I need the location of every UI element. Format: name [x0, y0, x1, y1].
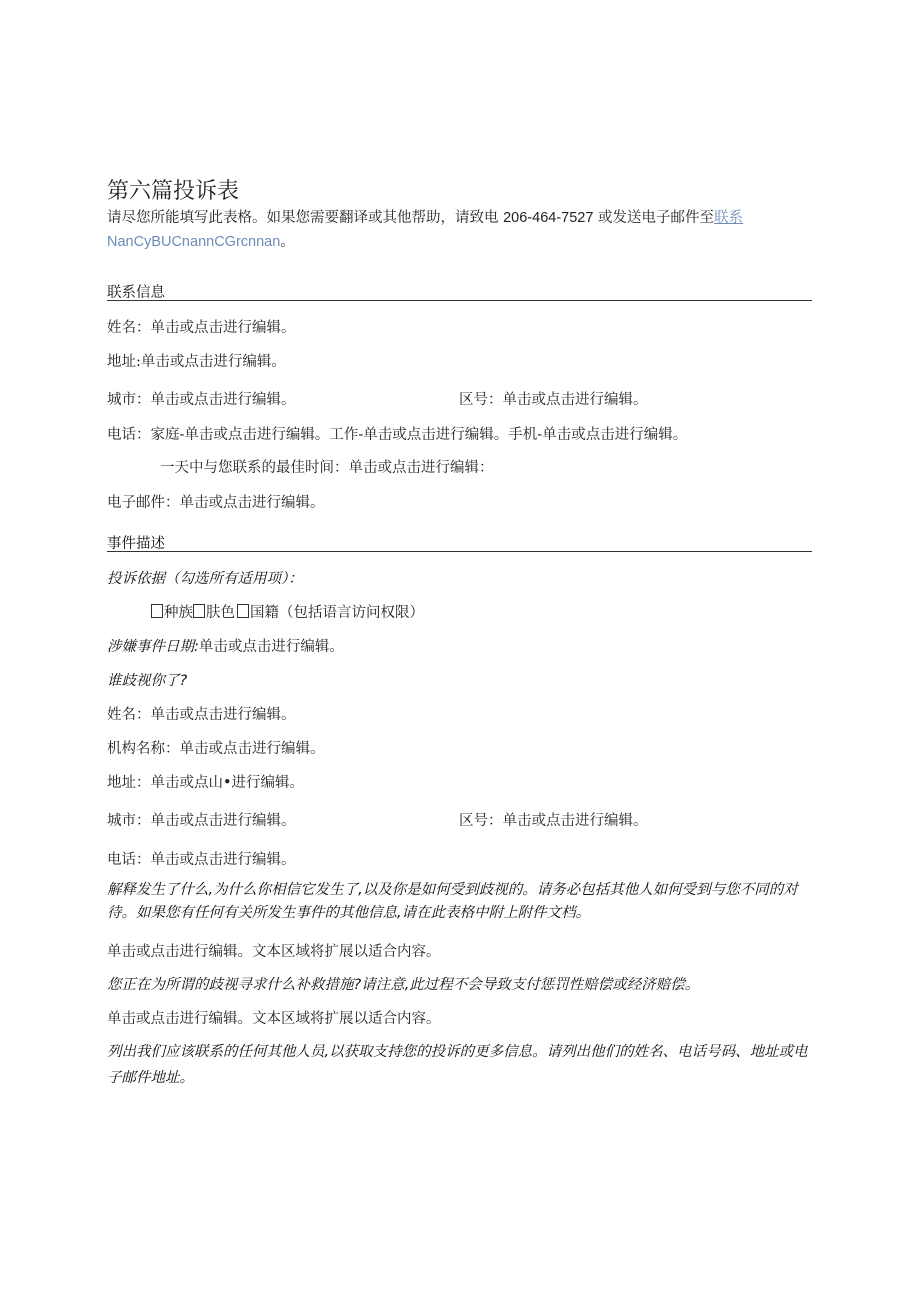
intro-prefix: 请尽您所能填写此表格。如果您需要翻译或其他帮助，请致电 [107, 210, 499, 226]
incident-date-field[interactable]: 单击或点击进行编辑。 [198, 639, 344, 655]
respondent-city-field[interactable]: 城市：单击或点击进行编辑。 [107, 813, 296, 829]
incident-date-label: 涉嫌事件日期: [107, 639, 199, 655]
contact-phone-field[interactable]: 电话：家庭-单击或点击进行编辑。工作-单击或点击进行编辑。手机-单击或点击进行编辑。 [107, 427, 688, 443]
race-option-label: 种族 [164, 605, 193, 621]
remedy-textarea[interactable]: 单击或点击进行编辑。文本区域将扩展以适合内容。 [107, 1011, 441, 1027]
contact-phone: 206-464-7527 [503, 210, 594, 226]
respondent-name-field[interactable]: 姓名：单击或点击进行编辑。 [107, 707, 296, 723]
respondent-address-field[interactable]: 地址：单击或点山•进行编辑。 [107, 775, 305, 791]
intro-text [107, 206, 743, 227]
explain-prompt: 解释发生了什么,为什么你相信它发生了,以及你是如何受到歧视的。请务必包括其他人如何受到与您不同的对待。如果您有任何有关所发生事件的其他信息,请在此表格中附上附件文档。 [107, 882, 798, 921]
race-checkbox[interactable] [151, 604, 163, 618]
contact-email-field[interactable]: 电子邮件：单击或点击进行编辑。 [107, 495, 325, 511]
intro-text-line2 [107, 230, 295, 251]
contact-section-heading: 联系信息 [107, 281, 812, 301]
national-origin-checkbox[interactable] [237, 604, 249, 618]
respondent-phone-field[interactable]: 电话：单击或点击进行编辑。 [107, 852, 296, 868]
form-title: 第六篇投诉表 [107, 179, 240, 204]
email-link[interactable]: 联系 [714, 210, 744, 226]
incident-section-heading: 事件描述 [107, 532, 812, 552]
contact-zip-field[interactable]: 区号：单击或点击进行编辑。 [459, 392, 648, 408]
contact-name-field[interactable]: 姓名：单击或点击进行编辑。 [107, 320, 296, 336]
color-option-label: 肤色 [206, 605, 235, 621]
color-checkbox[interactable] [193, 604, 205, 618]
best-time-field[interactable]: 一天中与您联系的最佳时间：单击或点击进行编辑： [160, 460, 494, 476]
contact-city-field[interactable]: 城市：单击或点击进行编辑。 [107, 392, 296, 408]
contact-address-field[interactable]: 地址:单击或点击进行编辑。 [107, 354, 286, 370]
respondent-zip-field[interactable]: 区号：单击或点击进行编辑。 [459, 813, 648, 829]
intro-end: 。 [280, 234, 295, 250]
other-contacts-prompt: 列出我们应该联系的任何其他人员,以获取支持您的投诉的更多信息。请列出他们的姓名、电话号码、地址或电子邮件地址。 [107, 1044, 808, 1086]
remedy-prompt: 您正在为所谓的歧视寻求什么补救措施?请注意,此过程不会导致支付惩罚性赔偿或经济赔偿。 [107, 977, 700, 993]
complaint-basis-label: 投诉依据（勾选所有适用项）： [107, 571, 303, 587]
complaint-basis-options [151, 601, 424, 622]
national-origin-option-label: 国籍（包括语言访问权限） [250, 605, 424, 621]
incident-date-row [107, 635, 344, 656]
who-discriminated-label: 谁歧视你了? [107, 673, 188, 689]
intro-middle: 或发送电子邮件至 [598, 210, 715, 226]
email-address-link[interactable]: NanCyBUCnannCGrcnnan [107, 234, 281, 250]
explain-textarea[interactable]: 单击或点击进行编辑。文本区域将扩展以适合内容。 [107, 944, 441, 960]
respondent-org-field[interactable]: 机构名称：单击或点击进行编辑。 [107, 741, 325, 757]
